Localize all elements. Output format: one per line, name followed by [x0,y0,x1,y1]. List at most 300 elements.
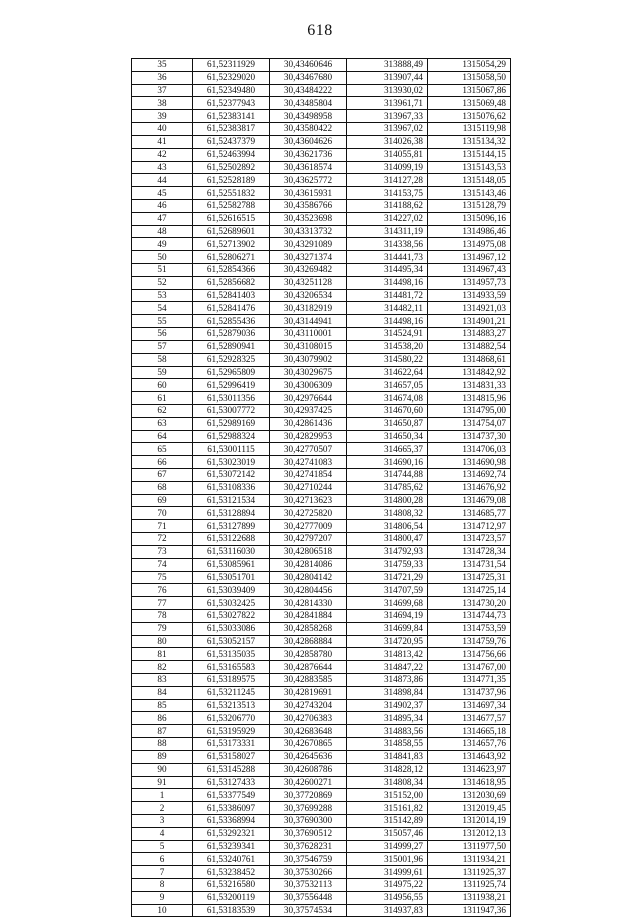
table-row [132,110,511,123]
x-coordinate-cell: 314153,75 [347,187,428,200]
longitude-cell: 30,43079902 [270,353,347,366]
point-number-cell: 5 [132,840,193,853]
y-coordinate-cell: 1314767,00 [428,661,511,674]
point-number-cell: 58 [132,353,193,366]
page-number: 618 [307,22,333,39]
latitude-cell: 61,53127433 [193,776,270,789]
latitude-cell: 61,53368994 [193,814,270,827]
table-row [132,225,511,238]
table-row [132,404,511,417]
table-row [132,289,511,302]
longitude-cell: 30,42868884 [270,635,347,648]
y-coordinate-cell: 1315134,32 [428,135,511,148]
longitude-cell: 30,42670865 [270,738,347,751]
x-coordinate-cell: 314026,38 [347,135,428,148]
table-row [132,251,511,264]
table-row [132,340,511,353]
latitude-cell: 61,53027822 [193,609,270,622]
longitude-cell: 30,43108015 [270,340,347,353]
x-coordinate-cell: 314650,87 [347,417,428,430]
latitude-cell: 61,52928325 [193,353,270,366]
table-row [132,763,511,776]
latitude-cell: 61,52383817 [193,123,270,136]
point-number-cell: 1 [132,789,193,802]
table-row [132,97,511,110]
point-number-cell: 44 [132,174,193,187]
longitude-cell: 30,42806518 [270,545,347,558]
longitude-cell: 30,42683648 [270,725,347,738]
longitude-cell: 30,43291089 [270,238,347,251]
latitude-cell: 61,52377943 [193,97,270,110]
latitude-cell: 61,52689601 [193,225,270,238]
table-row [132,699,511,712]
x-coordinate-cell: 314902,37 [347,699,428,712]
longitude-cell: 30,37546759 [270,853,347,866]
x-coordinate-cell: 315057,46 [347,827,428,840]
table-row [132,609,511,622]
point-number-cell: 67 [132,469,193,482]
point-number-cell: 76 [132,584,193,597]
x-coordinate-cell: 314099,19 [347,161,428,174]
longitude-cell: 30,43467680 [270,71,347,84]
latitude-cell: 61,53051701 [193,571,270,584]
latitude-cell: 61,53039409 [193,584,270,597]
point-number-cell: 80 [132,635,193,648]
x-coordinate-cell: 314674,08 [347,392,428,405]
x-coordinate-cell: 314311,19 [347,225,428,238]
x-coordinate-cell: 314338,56 [347,238,428,251]
y-coordinate-cell: 1312014,19 [428,814,511,827]
table-row [132,725,511,738]
table-row [132,674,511,687]
table-row [132,59,511,72]
longitude-cell: 30,42804456 [270,584,347,597]
point-number-cell: 77 [132,597,193,610]
y-coordinate-cell: 1314690,98 [428,456,511,469]
longitude-cell: 30,42710244 [270,481,347,494]
table-row [132,584,511,597]
x-coordinate-cell: 314707,59 [347,584,428,597]
y-coordinate-cell: 1314868,61 [428,353,511,366]
y-coordinate-cell: 1311977,50 [428,840,511,853]
longitude-cell: 30,42741083 [270,456,347,469]
x-coordinate-cell: 314524,91 [347,328,428,341]
x-coordinate-cell: 314975,22 [347,879,428,892]
x-coordinate-cell: 314956,55 [347,891,428,904]
x-coordinate-cell: 314898,84 [347,686,428,699]
x-coordinate-cell: 314694,19 [347,609,428,622]
table-row [132,84,511,97]
latitude-cell: 61,53240761 [193,853,270,866]
point-number-cell: 82 [132,661,193,674]
y-coordinate-cell: 1314933,59 [428,289,511,302]
y-coordinate-cell: 1311925,74 [428,879,511,892]
latitude-cell: 61,53001115 [193,443,270,456]
point-number-cell: 43 [132,161,193,174]
table-row [132,123,511,136]
point-number-cell: 72 [132,533,193,546]
table-row [132,443,511,456]
x-coordinate-cell: 314883,56 [347,725,428,738]
x-coordinate-cell: 314498,16 [347,315,428,328]
point-number-cell: 2 [132,802,193,815]
table-row [132,199,511,212]
latitude-cell: 61,52841476 [193,302,270,315]
table-row [132,686,511,699]
latitude-cell: 61,53195929 [193,725,270,738]
y-coordinate-cell: 1314883,27 [428,328,511,341]
longitude-cell: 30,43144941 [270,315,347,328]
latitude-cell: 61,53216580 [193,879,270,892]
longitude-cell: 30,43313732 [270,225,347,238]
x-coordinate-cell: 314690,16 [347,456,428,469]
coordinates-table-body [132,59,511,917]
point-number-cell: 51 [132,264,193,277]
latitude-cell: 61,53206770 [193,712,270,725]
y-coordinate-cell: 1314706,03 [428,443,511,456]
table-row [132,866,511,879]
point-number-cell: 56 [132,328,193,341]
latitude-cell: 61,52349480 [193,84,270,97]
table-row [132,622,511,635]
latitude-cell: 61,52996419 [193,379,270,392]
x-coordinate-cell: 313888,49 [347,59,428,72]
x-coordinate-cell: 314841,83 [347,750,428,763]
x-coordinate-cell: 314657,05 [347,379,428,392]
longitude-cell: 30,37532113 [270,879,347,892]
longitude-cell: 30,43523698 [270,212,347,225]
point-number-cell: 47 [132,212,193,225]
table-row [132,494,511,507]
y-coordinate-cell: 1312012,13 [428,827,511,840]
y-coordinate-cell: 1314677,57 [428,712,511,725]
x-coordinate-cell: 313961,71 [347,97,428,110]
x-coordinate-cell: 314873,86 [347,674,428,687]
table-row [132,802,511,815]
x-coordinate-cell: 313907,44 [347,71,428,84]
point-number-cell: 59 [132,366,193,379]
x-coordinate-cell: 313967,33 [347,110,428,123]
x-coordinate-cell: 314792,93 [347,545,428,558]
longitude-cell: 30,42814086 [270,558,347,571]
longitude-cell: 30,42600271 [270,776,347,789]
table-row [132,827,511,840]
longitude-cell: 30,42883585 [270,674,347,687]
latitude-cell: 61,53121534 [193,494,270,507]
longitude-cell: 30,42858268 [270,622,347,635]
y-coordinate-cell: 1314730,20 [428,597,511,610]
point-number-cell: 46 [132,199,193,212]
latitude-cell: 61,52713902 [193,238,270,251]
latitude-cell: 61,53239341 [193,840,270,853]
x-coordinate-cell: 314441,73 [347,251,428,264]
y-coordinate-cell: 1314731,54 [428,558,511,571]
longitude-cell: 30,42861436 [270,417,347,430]
longitude-cell: 30,42858780 [270,648,347,661]
y-coordinate-cell: 1315148,05 [428,174,511,187]
x-coordinate-cell: 314813,42 [347,648,428,661]
y-coordinate-cell: 1314815,96 [428,392,511,405]
y-coordinate-cell: 1314623,97 [428,763,511,776]
y-coordinate-cell: 1314771,35 [428,674,511,687]
point-number-cell: 89 [132,750,193,763]
x-coordinate-cell: 314580,22 [347,353,428,366]
y-coordinate-cell: 1314921,03 [428,302,511,315]
x-coordinate-cell: 314828,12 [347,763,428,776]
longitude-cell: 30,37574534 [270,904,347,917]
longitude-cell: 30,42770507 [270,443,347,456]
x-coordinate-cell: 314482,11 [347,302,428,315]
point-number-cell: 42 [132,148,193,161]
table-row [132,750,511,763]
longitude-cell: 30,42797207 [270,533,347,546]
longitude-cell: 30,43580422 [270,123,347,136]
table-row [132,635,511,648]
y-coordinate-cell: 1312019,45 [428,802,511,815]
y-coordinate-cell: 1311934,21 [428,853,511,866]
coordinates-table [131,58,511,917]
y-coordinate-cell: 1315076,62 [428,110,511,123]
latitude-cell: 61,53189575 [193,674,270,687]
latitude-cell: 61,53173331 [193,738,270,751]
point-number-cell: 60 [132,379,193,392]
latitude-cell: 61,52616515 [193,212,270,225]
table-row [132,161,511,174]
point-number-cell: 49 [132,238,193,251]
x-coordinate-cell: 314744,88 [347,469,428,482]
table-row [132,430,511,443]
x-coordinate-cell: 314622,64 [347,366,428,379]
longitude-cell: 30,43625772 [270,174,347,187]
point-number-cell: 75 [132,571,193,584]
point-number-cell: 64 [132,430,193,443]
point-number-cell: 55 [132,315,193,328]
y-coordinate-cell: 1315058,50 [428,71,511,84]
longitude-cell: 30,43621736 [270,148,347,161]
y-coordinate-cell: 1314712,97 [428,520,511,533]
x-coordinate-cell: 315161,82 [347,802,428,815]
longitude-cell: 30,37699288 [270,802,347,815]
x-coordinate-cell: 314808,34 [347,776,428,789]
x-coordinate-cell: 314721,29 [347,571,428,584]
point-number-cell: 10 [132,904,193,917]
y-coordinate-cell: 1314986,46 [428,225,511,238]
point-number-cell: 90 [132,763,193,776]
latitude-cell: 61,53200119 [193,891,270,904]
y-coordinate-cell: 1314759,76 [428,635,511,648]
y-coordinate-cell: 1314842,92 [428,366,511,379]
table-row [132,148,511,161]
longitude-cell: 30,37690300 [270,814,347,827]
y-coordinate-cell: 1314957,73 [428,276,511,289]
y-coordinate-cell: 1314737,30 [428,430,511,443]
latitude-cell: 61,53122688 [193,533,270,546]
longitude-cell: 30,43618574 [270,161,347,174]
longitude-cell: 30,37628231 [270,840,347,853]
latitude-cell: 61,52502892 [193,161,270,174]
y-coordinate-cell: 1315054,29 [428,59,511,72]
point-number-cell: 37 [132,84,193,97]
table-row [132,353,511,366]
table-row [132,853,511,866]
point-number-cell: 50 [132,251,193,264]
latitude-cell: 61,53127899 [193,520,270,533]
table-row [132,276,511,289]
table-row [132,840,511,853]
table-row [132,469,511,482]
y-coordinate-cell: 1314643,92 [428,750,511,763]
longitude-cell: 30,42743204 [270,699,347,712]
point-number-cell: 45 [132,187,193,200]
longitude-cell: 30,43460646 [270,59,347,72]
table-row [132,212,511,225]
x-coordinate-cell: 314055,81 [347,148,428,161]
longitude-cell: 30,43484222 [270,84,347,97]
point-number-cell: 3 [132,814,193,827]
latitude-cell: 61,52854366 [193,264,270,277]
y-coordinate-cell: 1314967,12 [428,251,511,264]
latitude-cell: 61,52383141 [193,110,270,123]
y-coordinate-cell: 1311947,36 [428,904,511,917]
table-row [132,520,511,533]
y-coordinate-cell: 1311938,21 [428,891,511,904]
y-coordinate-cell: 1314795,00 [428,404,511,417]
point-number-cell: 63 [132,417,193,430]
point-number-cell: 78 [132,609,193,622]
point-number-cell: 73 [132,545,193,558]
y-coordinate-cell: 1314744,73 [428,609,511,622]
point-number-cell: 65 [132,443,193,456]
table-row [132,379,511,392]
y-coordinate-cell: 1314618,95 [428,776,511,789]
y-coordinate-cell: 1314737,96 [428,686,511,699]
longitude-cell: 30,43269482 [270,264,347,277]
latitude-cell: 61,53211245 [193,686,270,699]
y-coordinate-cell: 1315143,53 [428,161,511,174]
latitude-cell: 61,53183539 [193,904,270,917]
latitude-cell: 61,52855436 [193,315,270,328]
x-coordinate-cell: 313967,02 [347,123,428,136]
longitude-cell: 30,43498958 [270,110,347,123]
latitude-cell: 61,52856682 [193,276,270,289]
table-row [132,328,511,341]
longitude-cell: 30,43485804 [270,97,347,110]
latitude-cell: 61,52311929 [193,59,270,72]
longitude-cell: 30,42804142 [270,571,347,584]
point-number-cell: 54 [132,302,193,315]
table-row [132,507,511,520]
x-coordinate-cell: 315152,00 [347,789,428,802]
longitude-cell: 30,42706383 [270,712,347,725]
x-coordinate-cell: 314699,84 [347,622,428,635]
longitude-cell: 30,42725820 [270,507,347,520]
latitude-cell: 61,53032425 [193,597,270,610]
x-coordinate-cell: 314895,34 [347,712,428,725]
latitude-cell: 61,52329020 [193,71,270,84]
x-coordinate-cell: 314800,28 [347,494,428,507]
latitude-cell: 61,53377549 [193,789,270,802]
latitude-cell: 61,52989169 [193,417,270,430]
table-row [132,661,511,674]
point-number-cell: 84 [132,686,193,699]
point-number-cell: 39 [132,110,193,123]
latitude-cell: 61,53145288 [193,763,270,776]
y-coordinate-cell: 1315096,16 [428,212,511,225]
latitude-cell: 61,53386097 [193,802,270,815]
y-coordinate-cell: 1315143,46 [428,187,511,200]
latitude-cell: 61,53135035 [193,648,270,661]
point-number-cell: 79 [132,622,193,635]
table-row [132,392,511,405]
longitude-cell: 30,42741854 [270,469,347,482]
longitude-cell: 30,43029675 [270,366,347,379]
latitude-cell: 61,52582788 [193,199,270,212]
x-coordinate-cell: 314227,02 [347,212,428,225]
x-coordinate-cell: 314999,27 [347,840,428,853]
longitude-cell: 30,42608786 [270,763,347,776]
y-coordinate-cell: 1314831,33 [428,379,511,392]
point-number-cell: 83 [132,674,193,687]
longitude-cell: 30,43006309 [270,379,347,392]
longitude-cell: 30,42829953 [270,430,347,443]
table-row [132,187,511,200]
latitude-cell: 61,52551832 [193,187,270,200]
y-coordinate-cell: 1314725,14 [428,584,511,597]
latitude-cell: 61,53158027 [193,750,270,763]
latitude-cell: 61,52437379 [193,135,270,148]
longitude-cell: 30,43110001 [270,328,347,341]
y-coordinate-cell: 1314754,07 [428,417,511,430]
table-row [132,456,511,469]
table-row [132,71,511,84]
latitude-cell: 61,53128894 [193,507,270,520]
point-number-cell: 69 [132,494,193,507]
longitude-cell: 30,43206534 [270,289,347,302]
latitude-cell: 61,52806271 [193,251,270,264]
x-coordinate-cell: 314806,54 [347,520,428,533]
longitude-cell: 30,42976644 [270,392,347,405]
x-coordinate-cell: 314498,16 [347,276,428,289]
x-coordinate-cell: 314759,33 [347,558,428,571]
y-coordinate-cell: 1315067,86 [428,84,511,97]
point-number-cell: 40 [132,123,193,136]
y-coordinate-cell: 1315069,48 [428,97,511,110]
point-number-cell: 71 [132,520,193,533]
y-coordinate-cell: 1314728,34 [428,545,511,558]
x-coordinate-cell: 314999,61 [347,866,428,879]
latitude-cell: 61,52965809 [193,366,270,379]
longitude-cell: 30,42814330 [270,597,347,610]
y-coordinate-cell: 1314679,08 [428,494,511,507]
x-coordinate-cell: 314495,34 [347,264,428,277]
y-coordinate-cell: 1314901,21 [428,315,511,328]
x-coordinate-cell: 314800,47 [347,533,428,546]
y-coordinate-cell: 1314882,54 [428,340,511,353]
point-number-cell: 48 [132,225,193,238]
y-coordinate-cell: 1314692,74 [428,469,511,482]
y-coordinate-cell: 1314685,77 [428,507,511,520]
point-number-cell: 88 [132,738,193,751]
longitude-cell: 30,43271374 [270,251,347,264]
point-number-cell: 38 [132,97,193,110]
table-row [132,315,511,328]
y-coordinate-cell: 1314725,31 [428,571,511,584]
table-row [132,738,511,751]
table-row [132,264,511,277]
x-coordinate-cell: 315142,89 [347,814,428,827]
longitude-cell: 30,43586766 [270,199,347,212]
longitude-cell: 30,37556448 [270,891,347,904]
